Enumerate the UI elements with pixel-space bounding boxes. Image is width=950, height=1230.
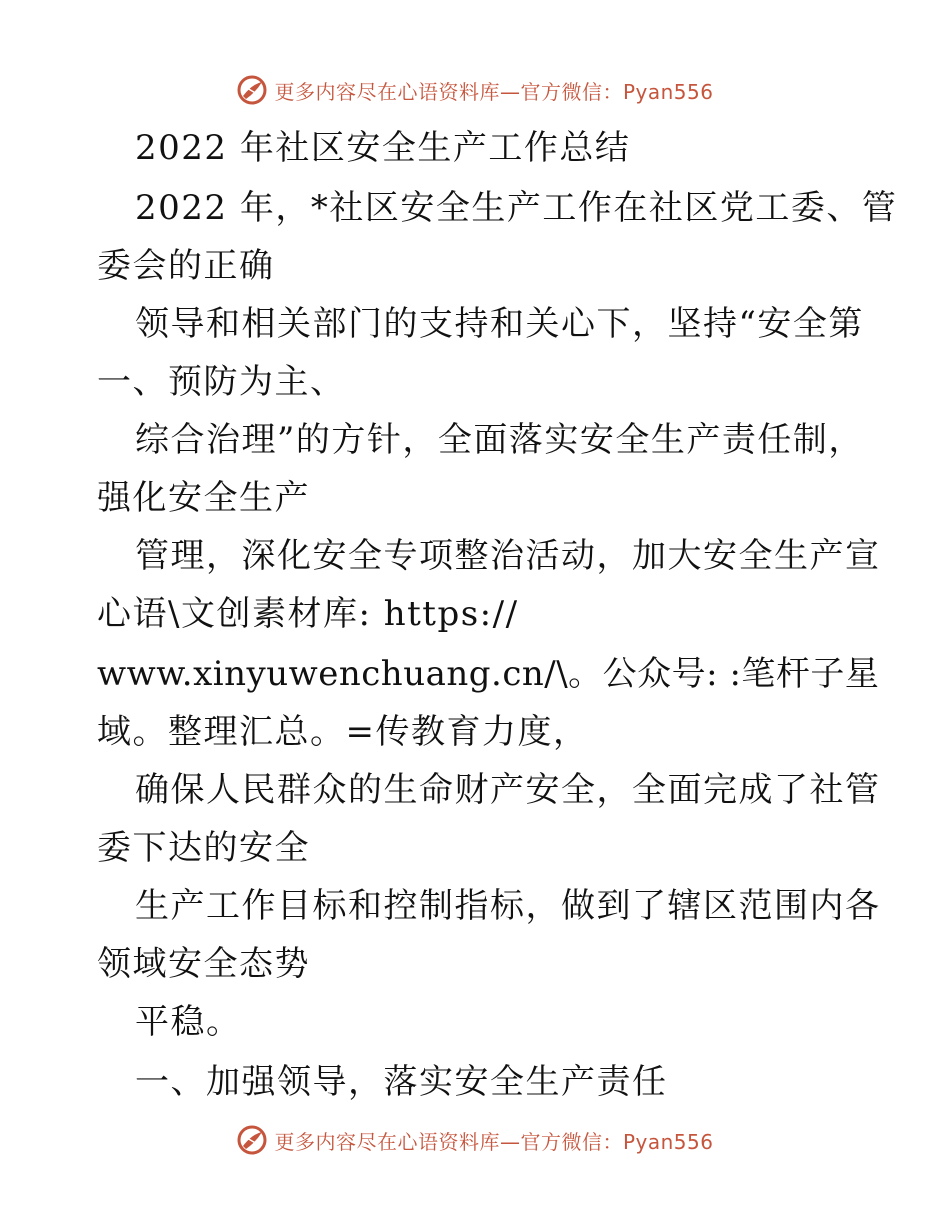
brand-logo-icon (236, 1124, 268, 1156)
section-heading: 一、加强领导，落实安全生产责任 (135, 1062, 668, 1102)
paragraph-line: 委会的正确 (97, 246, 275, 286)
paragraph-line: 生产工作目标和控制指标，做到了辖区范围内各 (135, 886, 881, 926)
brand-logo-icon (236, 74, 268, 106)
paragraph-line: 一、预防为主、 (97, 362, 346, 402)
paragraph-line: 强化安全生产 (97, 478, 310, 518)
paragraph-line: 综合治理”的方针，全面落实安全生产责任制， (135, 420, 864, 460)
paragraph-line: 域。整理汇总。=传教育力度， (97, 712, 589, 752)
paragraph-line: 管理，深化安全专项整治活动，加大安全生产宣 (135, 536, 881, 576)
paragraph-line: 平稳。 (135, 1002, 242, 1042)
paragraph-line: 委下达的安全 (97, 828, 310, 868)
paragraph-line: 领域安全态势 (97, 944, 310, 984)
footer-watermark-banner (0, 1120, 950, 1160)
paragraph-line: 确保人民群众的生命财产安全，全面完成了社管 (135, 770, 881, 810)
header-watermark-banner (0, 70, 950, 110)
paragraph-line: 心语\文创素材库: https:// (97, 594, 519, 634)
paragraph-line: 2022 年，*社区安全生产工作在社区党工委、管 (135, 188, 898, 228)
banner-text: 更多内容尽在心语资料库—官方微信：Pyan556 (274, 1129, 714, 1154)
paragraph-line: www.xinyuwenchuang.cn/\。公众号: :笔杆子星 (97, 654, 880, 694)
paragraph-line: 领导和相关部门的支持和关心下，坚持“安全第 (135, 304, 864, 344)
document-title: 2022 年社区安全生产工作总结 (135, 128, 631, 168)
banner-text: 更多内容尽在心语资料库—官方微信：Pyan556 (274, 79, 714, 104)
